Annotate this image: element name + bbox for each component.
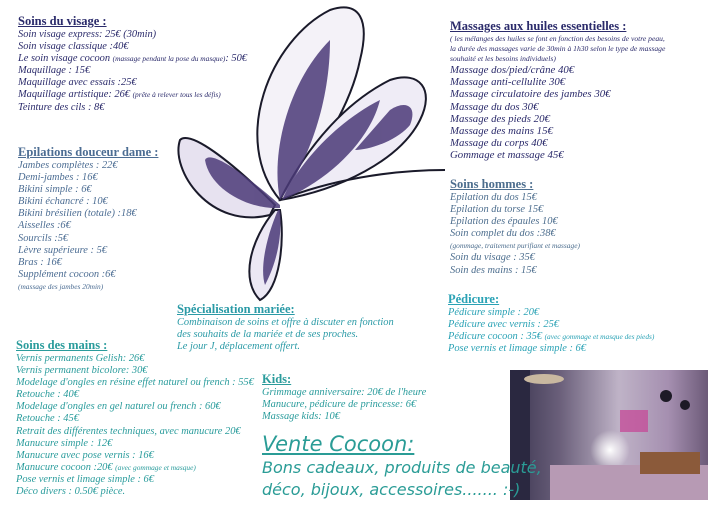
item-label: Pose vernis et limage simple : 6€: [448, 343, 586, 355]
item-label: Le soin visage cocoon: [18, 53, 113, 65]
price-item: [262, 399, 426, 411]
price-item: [450, 240, 580, 252]
item-label: Grimmage anniversaire: 20€ de l'heure: [262, 387, 427, 398]
item-label: Epilation des épaules 10€: [450, 216, 558, 228]
item-label: Soin visage express: 25€ (30min): [18, 29, 157, 40]
price-item: [448, 343, 654, 355]
price-item: [18, 269, 158, 281]
item-label: Massage des mains 15€: [450, 125, 553, 138]
item-label: : 50€: [225, 53, 248, 65]
item-detail: (gommage, traitement purifiant et massage): [450, 241, 580, 251]
section-soins-visage: [18, 14, 247, 114]
section-massages: [450, 19, 665, 162]
item-label: Bons cadeaux, produits de beauté,: [262, 458, 542, 477]
price-item: [18, 196, 158, 208]
item-label: Soin visage classique :40€: [18, 41, 129, 53]
item-label: Soin du visage : 35€: [450, 252, 535, 264]
item-label: Manucure cocoon :20€: [16, 461, 116, 473]
item-detail: (avec gommage et masque): [115, 462, 196, 472]
price-item: [16, 474, 254, 486]
item-label: Demi-jambes : 16€: [18, 172, 98, 184]
item-label: Pédicure avec vernis : 25€: [448, 319, 559, 331]
item-detail: (massage pendant la pose du masque): [112, 54, 226, 64]
price-item: [450, 149, 665, 161]
item-label: Bikini échancré : 10€: [18, 196, 108, 208]
item-label: Massage anti-cellulite 30€: [450, 76, 566, 89]
price-item: [262, 479, 542, 501]
section-vente-cocoon: [262, 432, 542, 501]
item-label: Jambes complètes : 22€: [18, 160, 118, 171]
item-label: Modelage d'ongles en gel naturel ou french : 60€: [16, 401, 221, 413]
section-title: Spécialisation mariée:: [177, 302, 295, 316]
price-item: [448, 307, 654, 319]
item-label: Massage dos/pied/crâne 40€: [450, 64, 575, 76]
price-item: [448, 331, 654, 343]
price-item: [16, 413, 254, 425]
item-label: Gommage et massage 45€: [450, 149, 564, 162]
item-detail: (prête à relever tous les défis): [132, 90, 221, 100]
item-label: Massage circulatoire des jambes 30€: [450, 88, 611, 101]
price-item: [18, 89, 247, 101]
price-item: [450, 265, 580, 277]
price-item: [18, 65, 247, 77]
price-item: [16, 377, 254, 389]
item-label: Retouche : 45€: [16, 413, 79, 425]
section-note: souhaité et les besoins individuels): [450, 54, 556, 63]
price-item: [262, 457, 542, 479]
item-detail: (massage des jambes 20min): [18, 281, 104, 291]
price-item: [18, 184, 158, 196]
price-item: [18, 220, 158, 232]
section-title: Massages aux huiles essentielles :: [450, 19, 627, 33]
price-item: [450, 216, 580, 228]
item-label: Massage du dos 30€: [450, 100, 539, 113]
price-item: [16, 365, 254, 377]
item-label: Vernis permanent bicolore: 30€: [16, 365, 148, 377]
item-label: Bras : 16€: [18, 256, 62, 268]
section-note: ( les mélanges des huiles se font en fonction des besoins de votre peau,: [450, 34, 665, 43]
price-item: [450, 137, 665, 149]
item-label: Retouche : 40€: [16, 389, 79, 401]
item-label: Maquillage artistique: 26€: [18, 89, 133, 101]
price-item: [16, 438, 254, 450]
item-label: Soin des mains : 15€: [450, 264, 537, 276]
item-label: Massage du corps 40€: [450, 137, 548, 150]
price-item: [18, 102, 247, 114]
section-soins-hommes: [450, 177, 580, 277]
price-item: [450, 76, 665, 88]
section-title: Soins des mains :: [16, 338, 108, 352]
item-detail: (avec gommage et masque des pieds): [544, 332, 655, 342]
item-label: des souhaits de la mariée et de ses proches.: [177, 329, 359, 341]
price-item: [16, 486, 254, 498]
item-label: Soin complet du dos :38€: [450, 228, 556, 240]
price-item: [16, 450, 254, 462]
section-kids: [262, 372, 426, 423]
item-label: Epilation du torse 15€: [450, 204, 544, 216]
item-label: Modelage d'ongles en résine effet naturel ou french : 55€: [16, 377, 254, 389]
price-item: [177, 317, 394, 329]
section-title: Epilations douceur dame :: [18, 145, 159, 159]
price-item: [16, 462, 254, 474]
item-label: Maquillage : 15€: [18, 65, 91, 77]
section-epilations: [18, 145, 158, 293]
price-item: [18, 53, 247, 65]
section-title: Kids:: [262, 372, 292, 386]
price-item: [450, 101, 665, 113]
price-item: [18, 281, 158, 293]
price-item: [450, 252, 580, 264]
section-pedicure: [448, 292, 654, 355]
price-item: [448, 319, 654, 331]
item-label: Aisselles :6€: [18, 220, 71, 232]
item-label: Maquillage avec essais :25€: [18, 77, 137, 89]
item-label: Lèvre supérieure : 5€: [18, 244, 107, 256]
section-title: Soins du visage :: [18, 14, 107, 28]
price-item: [16, 353, 254, 365]
item-label: Bikini brésilien (totale) :18€: [18, 208, 137, 220]
item-label: Massage kids: 10€: [262, 411, 340, 423]
price-item: [450, 228, 580, 240]
price-item: [16, 401, 254, 413]
price-item: [262, 411, 426, 423]
item-label: Bikini simple : 6€: [18, 184, 92, 196]
section-note: la durée des massages varie de 30min à 1h30 selon le type de massage: [450, 44, 666, 53]
item-label: Pédicure cocoon : 35€: [448, 331, 545, 343]
section-title: Vente Cocoon:: [262, 432, 415, 456]
price-item: [450, 192, 580, 204]
item-label: Pédicure simple : 20€: [448, 307, 540, 318]
price-item: [450, 113, 665, 125]
price-item: [450, 125, 665, 137]
item-label: Déco divers : 0.50€ pièce.: [16, 486, 126, 498]
price-item: [18, 245, 158, 257]
item-label: Manucure, pédicure de princesse: 6€: [262, 399, 417, 411]
price-item: [18, 29, 247, 41]
item-label: Retrait des différentes techniques, avec manucure 20€: [16, 425, 241, 437]
price-item: [18, 160, 158, 172]
item-label: Massage des pieds 20€: [450, 112, 550, 125]
item-label: Epilation du dos 15€: [450, 192, 537, 203]
price-item: [18, 208, 158, 220]
price-item: [18, 41, 247, 53]
price-item: [16, 389, 254, 401]
price-item: [16, 426, 254, 438]
item-label: Le jour J, déplacement offert.: [177, 341, 300, 353]
item-label: Vernis permanents Gelish: 26€: [16, 353, 145, 364]
section-soins-mains: [16, 338, 254, 498]
item-label: Teinture des cils : 8€: [18, 101, 105, 113]
price-item: [450, 64, 665, 76]
item-label: Combinaison de soins et offre à discuter en fonction: [177, 317, 394, 328]
item-label: Supplément cocoon :6€: [18, 268, 116, 280]
price-item: [18, 77, 247, 89]
price-item: [450, 204, 580, 216]
price-item: [18, 172, 158, 184]
price-item: [262, 387, 426, 399]
price-item: [18, 257, 158, 269]
price-item: [18, 233, 158, 245]
item-label: Sourcils :5€: [18, 232, 69, 244]
item-label: Manucure simple : 12€: [16, 437, 113, 449]
section-title: Pédicure:: [448, 292, 500, 306]
section-title: Soins hommes :: [450, 177, 534, 191]
price-item: [450, 88, 665, 100]
item-label: déco, bijoux, accessoires....... :-): [262, 480, 521, 499]
item-label: Manucure avec pose vernis : 16€: [16, 449, 154, 461]
item-label: Pose vernis et limage simple : 6€: [16, 473, 154, 485]
